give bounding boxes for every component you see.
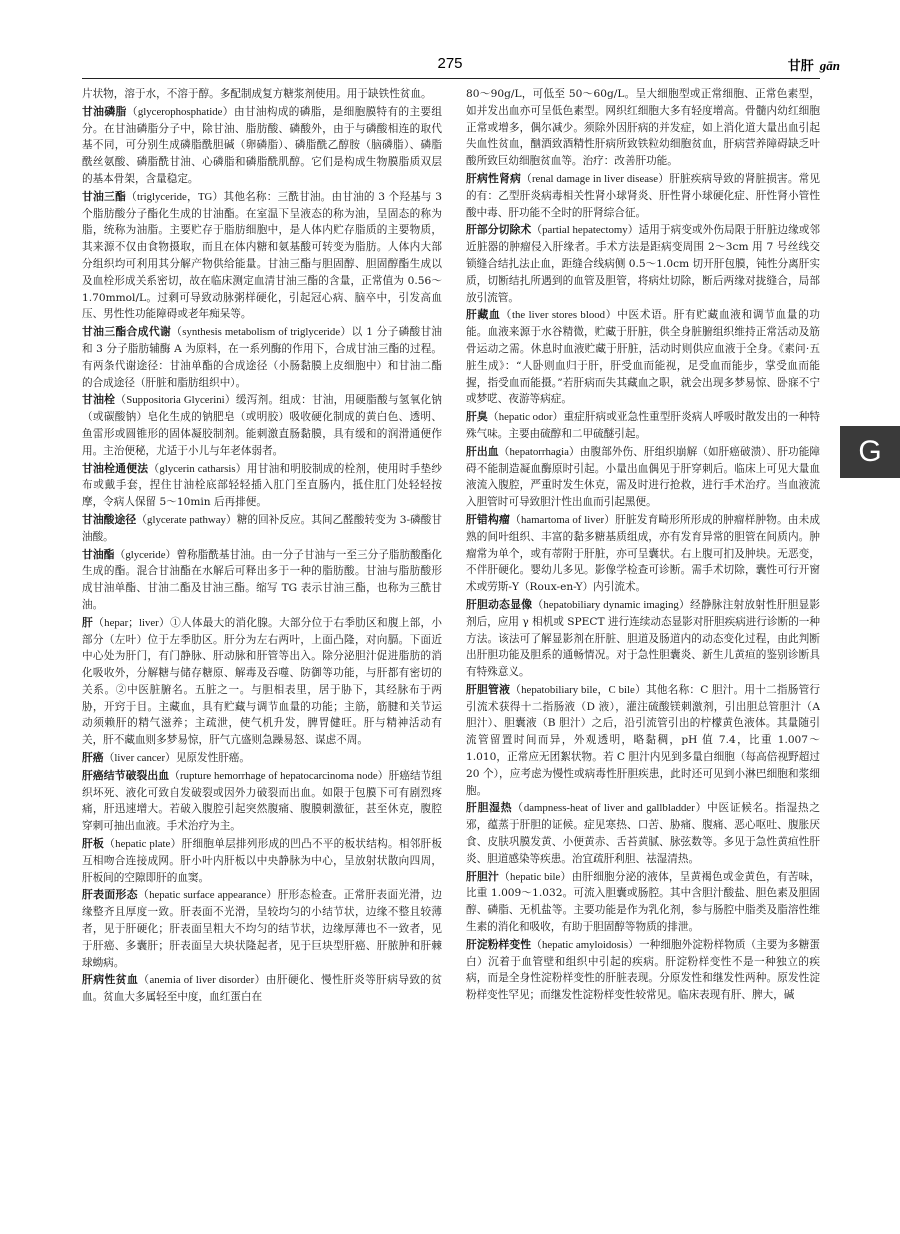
page-number: 275 xyxy=(437,55,463,72)
page-header xyxy=(0,0,900,80)
entry-definition: 由肝细胞分泌的液体，呈黄褐色或金黄色，有苦味，比重 1.009～1.032。可流入胆囊或肠腔。其中含胆汁酸盐、胆色素及胆固醇、磷脂、无机盐等。主要功能是作为乳化剂，参与肠腔中脂类及脂溶性维生素的消化和吸收，有助于胆固醇等物质的排泄。 xyxy=(466,870,820,934)
dictionary-entry xyxy=(466,444,820,511)
dictionary-entry xyxy=(82,104,442,188)
entry-english: （the liver stores blood） xyxy=(500,309,618,322)
entry-term: 肝臭 xyxy=(466,410,488,424)
entry-definition: 重症肝病或亚急性重型肝炎病人呼吸时散发出的一种特殊气味。主要由硫醇和二甲硫醚引起。 xyxy=(466,411,820,440)
entry-definition: 缓泻剂。组成：甘油，用硬脂酸与氢氧化钠（或碳酸钠）皂化生成的钠肥皂（或明胶）吸收硬化制成的黄白色、透明、鱼雷形或圆锥形的固体凝胶制剂。能刺激直肠黏膜，具有缓和的润滑通便作用。主治便秘，尤适于小儿与年老体弱者。 xyxy=(82,394,442,457)
entry-term: 肝表面形态 xyxy=(82,888,138,902)
dictionary-entry xyxy=(466,682,820,800)
entry-term: 肝出血 xyxy=(466,444,499,458)
entry-term: 肝病性肾病 xyxy=(466,171,521,185)
entry-term: 肝癌结节破裂出血 xyxy=(82,768,170,782)
entry-term: 肝胆汁 xyxy=(466,869,500,883)
dictionary-entry xyxy=(82,392,442,459)
entry-definition: 见原发性肝癌。 xyxy=(175,752,250,765)
entry-english: （hepatic plate） xyxy=(104,838,182,851)
entry-definition: 由腹部外伤、肝组织崩解（如肝癌破溃）、肝功能障碍不能制造凝血酶原时引起。小量出血偶见于肝穿刺后。临床上可见大量血液流入腹腔，严重时发生休克，需及时进行抢救，进行手术治疗。当血液流入胆管时可导致胆汁性出血而引起黑便。 xyxy=(466,445,820,509)
dictionary-entry xyxy=(82,836,442,886)
entry-english: （hepatic surface appearance） xyxy=(137,889,278,902)
entry-english: （glyceride） xyxy=(114,548,177,561)
left-entries xyxy=(82,104,442,1006)
entry-definition: 中医术语。肝有贮藏血液和调节血量的功能。血液来源于水谷精微，贮藏于肝脏，供全身脏腑组织维持正常活动及筋骨运动之需。休息时血液贮藏于肝脏，活动时则供应血液于全身。《素问·五脏生成》：“人卧则血归于肝，肝受血而能视，足受血而能步，掌受血而能握，指受血而能摄。”若肝病而失其藏血之职，就会出现多梦易惊、卧寐不宁或梦呓、夜游等病症。 xyxy=(466,309,820,406)
entry-definition: 肝形态检查。正常肝表面光滑，边缘整齐且厚度一致。肝表面不光滑，呈较均匀的小结节状，边缘不整且较薄者，见于肝硬化；肝表面呈粗大不均匀的结节状，边缘厚薄也不一致者，见于肝癌、多囊肝；肝表面呈大块状隆起者，见于巨块型肝癌、肝脓肿和肝棘球蚴病。 xyxy=(82,889,442,969)
entry-definition: 由肝硬化、慢性肝炎等肝病导致的贫血。贫血大多属轻至中度，血红蛋白在 xyxy=(82,974,442,1004)
dictionary-entry xyxy=(82,750,442,767)
entry-english: （hepatic amyloidosis） xyxy=(531,938,640,951)
running-head-pinyin: gān xyxy=(819,58,840,73)
running-head-title: 甘肝 xyxy=(787,59,814,74)
entry-english: （hepar；liver） xyxy=(93,616,171,629)
dictionary-entry xyxy=(466,222,820,306)
running-head xyxy=(788,55,840,74)
entry-definition: 适用于病变或外伤局限于肝脏边缘或邻近脏器的肿瘤侵入肝缘者。手术方法是距病变周围 2～3cm 用 7 号丝线交锁缝合结扎法止血，距缝合线病侧 0.5～1.0cm 切开肝包膜，钝性分离肝实质，切断结扎所遇到的血管及胆管，将病灶切除，断后两缘对拢缝合，局部放引流管。 xyxy=(466,224,820,304)
header-rule xyxy=(82,78,820,79)
entry-english: （rupture hemorrhage of hepatocarcinoma node） xyxy=(169,769,389,782)
entry-english: （hepatorrhagia） xyxy=(498,445,580,458)
entry-definition: 以 1 分子磷酸甘油和 3 分子脂肪辅酶 A 为原料，在一系列酶的作用下，合成甘油三酯的过程。有两条代谢途径：甘油单酯的合成途径（小肠黏膜上皮细胞中）和甘油二酯的合成途径（肝脏和脂肪组织中）。 xyxy=(82,326,442,389)
entry-definition: 其他名称：C 胆汁。用十二指肠管行引流术获得十二指肠液（D 液），灌注硫酸镁刺激剂，引出胆总管胆汁（A 胆汁）、胆囊液（B 胆汁）之后，沿引流管引出的柠檬黄色液体。其量随引流管留置时间而异，外观透明，略黏稠，pH 值 7.4，比重 1.007～1.010，正常应无团絮状物。若 C 胆汁内见到多量白细胞（每高倍视野超过 20 个），应考虑为慢性或病毒性肝胆疾患，此时还可见到小淋巴细胞和浆细胞。 xyxy=(466,683,820,797)
entry-term: 肝淀粉样变性 xyxy=(466,937,532,951)
entry-term: 甘油三酯 xyxy=(82,189,126,203)
dictionary-entry xyxy=(466,937,820,1004)
dictionary-entry xyxy=(82,512,442,546)
entry-definition: 其他名称：三酰甘油。由甘油的 3 个羟基与 3 个脂肪酸分子酯化生成的甘油酯。在室温下呈液态的称为油，呈固态的称为脂，统称为油脂。主要贮存于脂肪细胞中，是人体内贮存脂质的主要物质，其来源不仅由食物摄取，而且在体内糖和氨基酸可转变为脂肪。人体内大部分组织均可利用其分解产物供给能量。甘油三酯与胆固醇、胆固醇酯生成以及血栓形成关系密切，故在临床测定血清甘油三酯的含量，正常值为 0.56～1.70mmol/L。过剩可导致动脉粥样硬化，引起冠心病、脑卒中，引发高血压、男性性功能障碍或老年痴呆等。 xyxy=(82,190,442,321)
entry-definition: 经静脉注射放射性肝胆显影剂后，应用 γ 相机或 SPECT 进行连续动态显影对肝胆疾病进行诊断的一种方法。该法可了解显影剂在肝脏、胆道及肠道内的动态变化过程，由此判断出肝胆功能及胆系的通畅情况。对于急性胆囊炎、新生儿黄疸的鉴别诊断具有特殊意义。 xyxy=(466,598,820,679)
entry-english: （Suppositoria Glycerini） xyxy=(115,394,236,407)
entry-english: （glycerate pathway） xyxy=(136,513,237,526)
entry-term: 甘油酸途径 xyxy=(82,512,137,526)
right-entries xyxy=(466,171,820,1004)
entry-definition: 肝脏疾病导致的肾脏损害。常见的有：乙型肝炎病毒相关性肾小球肾炎、肝性肾小球硬化症、肝性肾小管性酸中毒、肝功能不全时的肝肾综合征。 xyxy=(466,172,820,219)
entry-term: 甘油栓 xyxy=(82,393,116,407)
entry-definition: 糖的回补反应。其间乙醛酸转变为 3-磷酸甘油酸。 xyxy=(82,513,442,543)
entry-english: （hepatic bile） xyxy=(499,870,572,883)
entry-term: 肝胆湿热 xyxy=(466,801,513,815)
entry-definition: 肝癌结节组织坏死、液化可致自发破裂或因外力破裂而出血。如限于包膜下可有剧烈疼痛，肝迅速增大。若破入腹腔引起突然腹痛、腹膜刺激征，甚至休克，腹腔穿刺可抽出血液。手术治疗为主。 xyxy=(82,769,442,833)
entry-term: 肝病性贫血 xyxy=(82,973,139,987)
dictionary-entry xyxy=(82,887,442,971)
entry-definition: 一种细胞外淀粉样物质（主要为多糖蛋白）沉着于血管壁和组织中引起的疾病。肝淀粉样变性不是一种独立的疾病，而是全身性淀粉样变性的肝脏表现。分原发性和继发性两种。原发性淀粉样变性罕见；而继发性淀粉样变性较常见。临床表现有肝、脾大，碱 xyxy=(466,938,820,1002)
entry-term: 肝胆动态显像 xyxy=(466,597,533,611)
entry-term: 肝癌 xyxy=(82,751,104,765)
entry-term: 甘油三酯合成代谢 xyxy=(82,325,172,339)
entry-english: （dampness-heat of liver and gallbladder） xyxy=(512,802,708,815)
right-column xyxy=(466,86,820,1226)
left-column xyxy=(82,86,442,1226)
dictionary-entry xyxy=(466,597,820,681)
dictionary-entry xyxy=(82,768,442,835)
entry-english: （synthesis metabolism of triglyceride） xyxy=(171,326,352,339)
entry-english: （anemia of liver disorder） xyxy=(138,974,266,987)
entry-term: 肝板 xyxy=(82,837,105,851)
dictionary-entry xyxy=(82,461,442,511)
entry-english: （hepatic odor） xyxy=(487,411,564,424)
dictionary-entry xyxy=(466,869,820,936)
dictionary-entry xyxy=(466,800,820,867)
entry-term: 甘油栓通便法 xyxy=(82,461,149,475)
entry-english: （glycerin catharsis） xyxy=(148,462,247,475)
dictionary-entry xyxy=(82,547,442,614)
entry-definition: 用甘油和明胶制成的栓剂，使用时手垫纱布或戴手套，捏住甘油栓底部轻轻插入肛门至直肠内，抵住肛门处轻轻按摩，令病人保留 5～10min 后再排便。 xyxy=(82,462,442,509)
dictionary-entry xyxy=(82,324,442,391)
entry-definition: 肝细胞单层排列形成的凹凸不平的板状结构。相邻肝板互相吻合连接成网。肝小叶内肝板以中央静脉为中心，呈放射状散向四周，肝板间的空隙即肝的血窦。 xyxy=(82,838,442,884)
entry-english: （partial hepatectomy） xyxy=(531,224,639,237)
entry-term: 肝 xyxy=(82,615,94,629)
right-continuation: 80～90g/L，可低至 50～60g/L。呈大细胞型或正常细胞、正常色素型，如并发出血亦可呈低色素型。网织红细胞大多有轻度增高。骨髓内幼红细胞正常或增多，偶尔减少。须除外因肝病的并发症，如上消化道大量出血引起失血性贫血，酗酒致酒精性肝病所致铁粒幼细胞贫血，肝病营养障碍缺乏叶酸所致巨幼细胞贫血等。治疗：改善肝功能。 xyxy=(466,88,820,168)
entry-term: 甘油酯 xyxy=(82,547,115,561)
entry-english: （hamartoma of liver） xyxy=(509,513,616,526)
entry-english: （hepatobiliary bile，C bile） xyxy=(510,683,647,696)
entry-english: （hepatobiliary dynamic imaging） xyxy=(532,598,691,611)
dictionary-entry xyxy=(82,972,442,1006)
entry-term: 肝藏血 xyxy=(466,308,501,322)
section-tab: G xyxy=(840,426,900,478)
entry-term: 肝胆管液 xyxy=(466,682,511,696)
entry-english: （renal damage in liver disease） xyxy=(520,172,670,185)
entry-english: （liver cancer） xyxy=(103,752,176,765)
entry-english: （glycerophosphatide） xyxy=(126,105,234,118)
entry-definition: ①人体最大的消化腺。大部分位于右季肋区和腹上部，小部分（左叶）位于左季肋区。肝分为左右两叶，上面凸隆，对向膈。下面近中心处为肝门，有门静脉、肝动脉和肝管等出入。除分泌胆汁促进脂肪的消化吸收外，分解糖与储存糖原、解毒及吞噬、防御等功能，与肝都有密切的关系。②中医脏腑名。五脏之一。与胆相表里，居于胁下，其经脉布于两胁，开窍于目。主藏血，具有贮藏与调节血量的功能；主筋，筋腱和关节运动须赖肝的精气滋养；主疏泄，使气机升发，脾胃健旺。肝与精神活动有关，肝不藏血则多梦易惊，肝气亢盛则急躁易怒、谋虑不周。 xyxy=(82,616,442,747)
dictionary-entry xyxy=(466,307,820,408)
entry-definition: 由甘油构成的磷脂，是细胞膜特有的主要组分。在甘油磷脂分子中，除甘油、脂肪酸、磷酸外，由于与磷酸相连的取代基不同，可分别生成磷脂酰胆碱（卵磷脂）、磷脂酰乙醇胺（脑磷脂）、磷脂酰丝氨酸、磷脂酰甘油、心磷脂和磷脂酰肌醇。它们是构成生物膜脂质双层的基本骨架，含量稳定。 xyxy=(82,105,442,185)
dictionary-entry xyxy=(466,171,820,221)
dictionary-entry xyxy=(82,189,442,323)
entry-term: 肝部分切除术 xyxy=(466,223,532,237)
entry-definition: 曾称脂酰基甘油。由一分子甘油与一至三分子脂肪酸酯化生成的酯。混合甘油酯在水解后可释出多于一种的脂肪酸。甘油与脂肪酸形成甘油单酯、甘油二酯及甘油三酯。缩写 TG 表示甘油三酯，也称为三酰甘油。 xyxy=(82,548,442,611)
dictionary-entry xyxy=(466,409,820,443)
entry-english: （triglyceride，TG） xyxy=(126,190,224,203)
dictionary-entry xyxy=(466,512,820,596)
entry-definition: 中医证候名。指湿热之邪，蕴蒸于肝胆的证候。症见寒热、口苦、胁痛、腹痛、恶心呕吐、腹胀厌食、皮肤巩膜发黄、小便黄赤、舌苔黄腻、脉弦数等。多见于急性黄疸性肝炎、胆道感染等疾患。治宜疏肝利胆、祛湿清热。 xyxy=(466,802,820,865)
entry-term: 肝错构瘤 xyxy=(466,512,510,526)
entry-definition: 肝脏发育畸形所形成的肿瘤样肿物。由未成熟的间叶组织、丰富的黏多糖基质组成，亦有发育异常的胆管在间质内。肿瘤常为单个，或有蒂附于肝脏，亦可呈囊状。右上腹可扪及肿块。无恶变，不伴肝硬化。婴幼儿多见。影像学检查可诊断。需手术切除，囊性可行开窗术或劳斯-Y（Roux-en-Y）内引流术。 xyxy=(466,513,820,594)
dictionary-entry xyxy=(82,615,442,749)
left-continuation: 片状物，溶于水，不溶于醇。多配制成复方糖浆剂使用。用于缺铁性贫血。 xyxy=(82,88,432,100)
entry-term: 甘油磷脂 xyxy=(82,104,127,118)
